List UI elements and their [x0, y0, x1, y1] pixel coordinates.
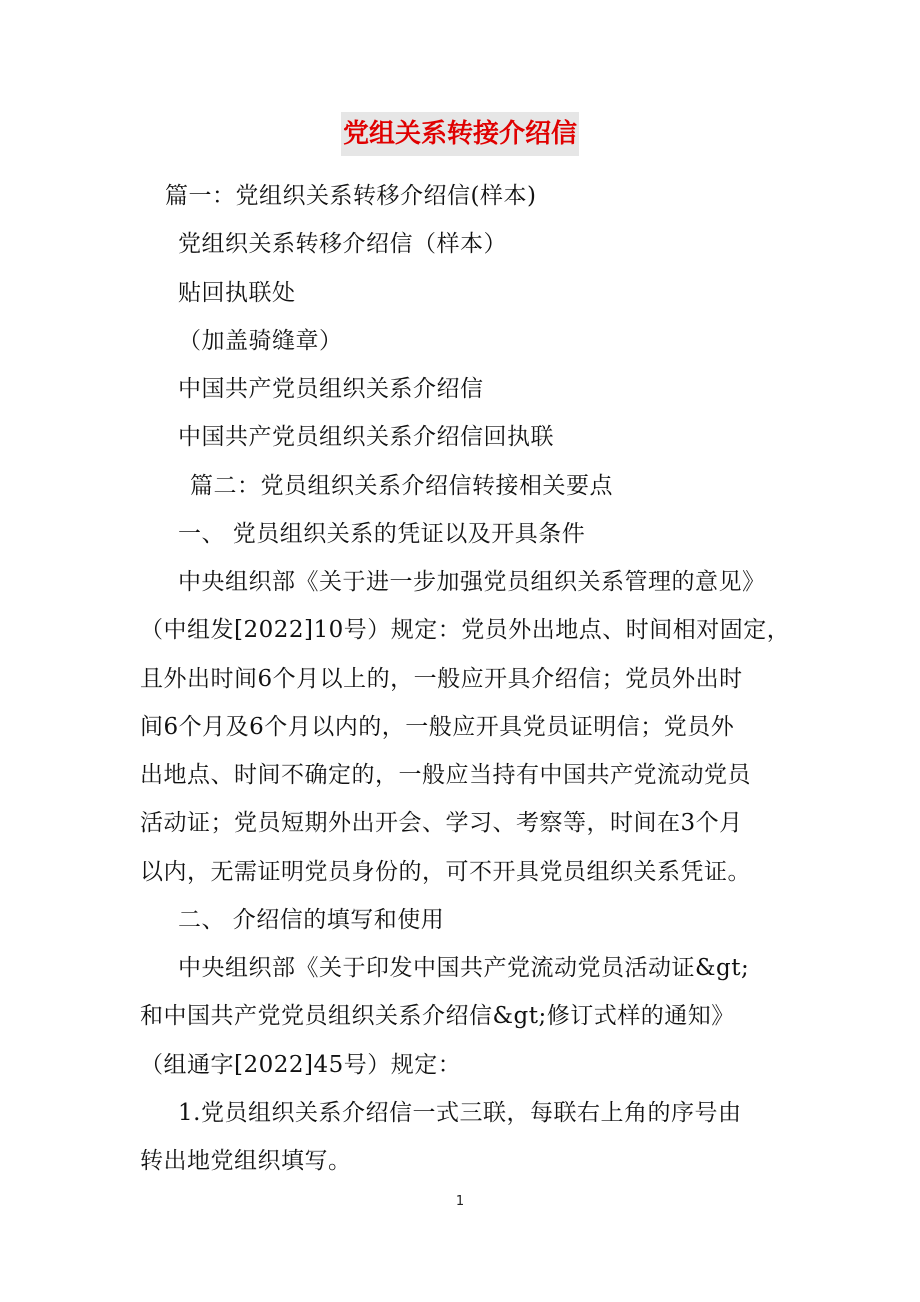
subheading-2: 二、 介绍信的填写和使用 — [178, 907, 445, 933]
paragraph-line: 1.党员组织关系介绍信一式三联，每联右上角的序号由 — [178, 1100, 742, 1126]
section-heading-2: 篇二：党员组织关系介绍信转接相关要点 — [190, 473, 613, 499]
title-container — [0, 112, 920, 156]
paragraph-line: （中组发[2022]10号）规定：党员外出地点、时间相对固定， — [140, 617, 791, 643]
paragraph-line: 中国共产党员组织关系介绍信 — [178, 376, 484, 402]
paragraph-line: 且外出时间6个月以上的，一般应开具介绍信；党员外出时 — [140, 666, 743, 692]
paragraph-line: （加盖骑缝章） — [178, 328, 343, 354]
paragraph-line: 活动证；党员短期外出开会、学习、考察等，时间在3个月 — [140, 810, 743, 836]
paragraph-line: 贴回执联处 — [178, 280, 296, 306]
paragraph-line: 出地点、时间不确定的，一般应当持有中国共产党流动党员 — [140, 762, 751, 788]
paragraph-line: 间6个月及6个月以内的，一般应开具党员证明信；党员外 — [140, 714, 735, 740]
paragraph-line: 和中国共产党党员组织关系介绍信&gt;修订式样的通知》 — [140, 1003, 735, 1029]
subheading-1: 一、 党员组织关系的凭证以及开具条件 — [178, 521, 586, 547]
paragraph-line: 转出地党组织填写。 — [140, 1148, 352, 1174]
paragraph-line: 党组织关系转移介绍信（样本） — [178, 231, 507, 257]
paragraph-line: 以内，无需证明党员身份的，可不开具党员组织关系凭证。 — [140, 859, 751, 885]
paragraph-line: （组通字[2022]45号）规定： — [140, 1052, 462, 1078]
paragraph-line: 中国共产党员组织关系介绍信回执联 — [178, 424, 554, 450]
section-heading-1: 篇一：党组织关系转移介绍信(样本) — [165, 183, 537, 209]
paragraph-line: 中央组织部《关于进一步加强党员组织关系管理的意见》 — [178, 569, 766, 595]
paragraph-line: 中央组织部《关于印发中国共产党流动党员活动证&gt; — [178, 955, 750, 981]
page-number: 1 — [455, 1194, 465, 1209]
document-title: 党组关系转接介绍信 — [341, 112, 579, 156]
